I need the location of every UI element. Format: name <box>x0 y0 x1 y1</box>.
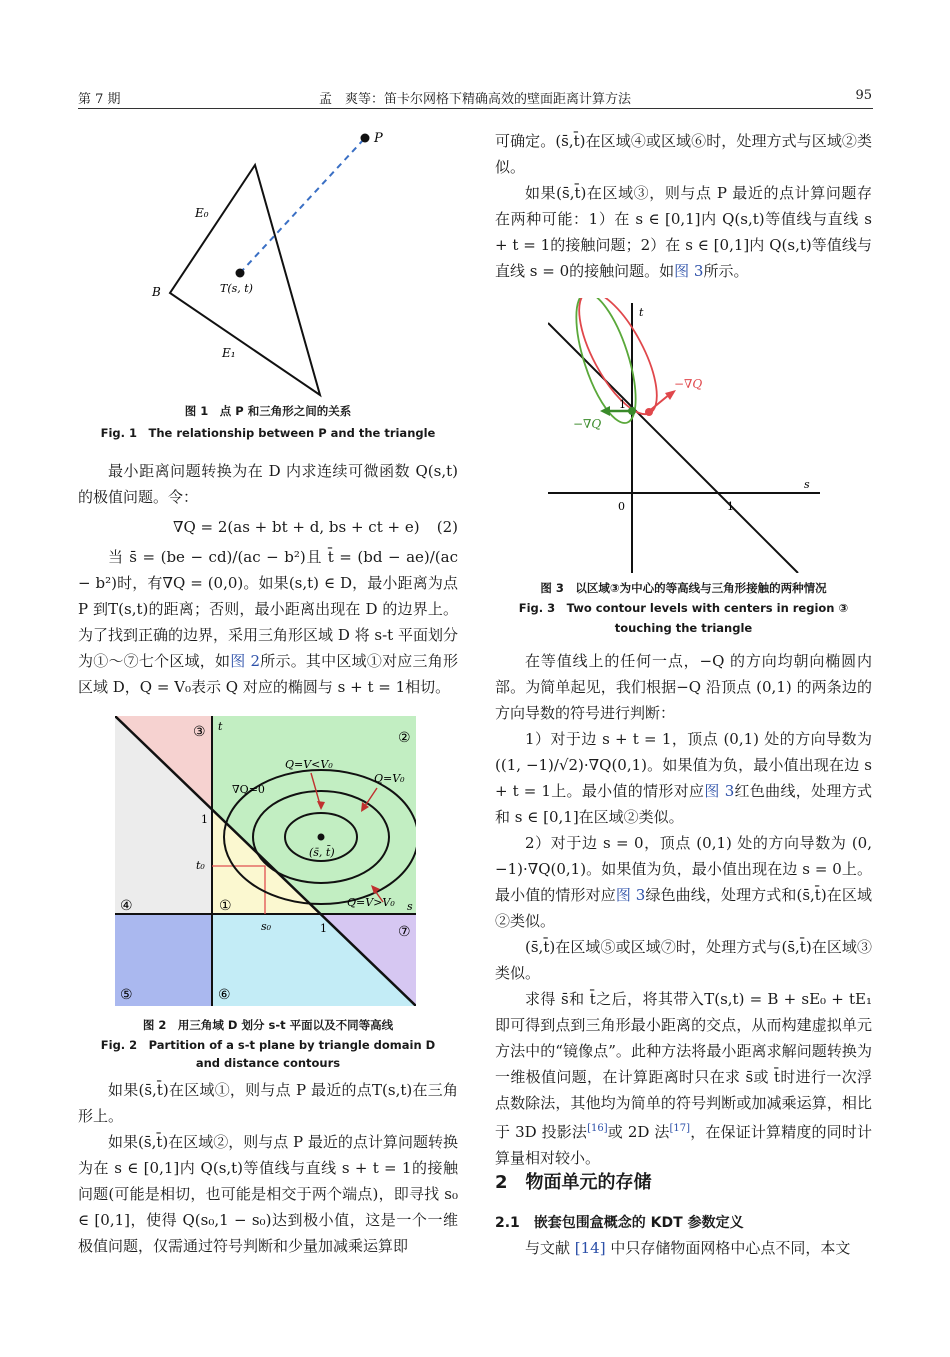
equation-body: ∇Q = 2(as + bt + d, bs + ct + e) <box>173 518 420 536</box>
contour-label-lt: Q=V<V₀ <box>285 758 333 771</box>
tick-t0: t₀ <box>196 859 205 872</box>
fig1-caption-en: Fig. 1 The relationship between P and the triangle <box>100 426 436 440</box>
right-column-top <box>495 128 872 284</box>
fig3-caption-en-2: touching the triangle <box>614 621 753 635</box>
region-1-label: ① <box>219 898 232 914</box>
fig3-caption-en-1: Fig. 3 Two contour levels with centers in region ③ <box>518 601 849 615</box>
center-label: (s̄, t̄) <box>309 846 335 859</box>
fig3-caption-cn: 图 3 以区域③为中心的等高线与三角形接触的两种情况 <box>540 581 827 595</box>
header-rule <box>78 108 873 109</box>
grad-zero-label: ∇Q=0 <box>232 783 265 796</box>
green-touch-point <box>628 407 636 415</box>
section-2-1-heading: 2.1 嵌套包围盒概念的 KDT 参数定义 <box>495 1215 744 1231</box>
red-gradient-arrow-head <box>665 390 676 400</box>
tick-s0: s₀ <box>261 920 272 933</box>
right-column-bottom <box>495 648 872 1171</box>
figure-ref[interactable]: 图 3 <box>615 886 646 904</box>
figure-ref[interactable]: 图 3 <box>674 262 704 280</box>
label-T: T(s, t) <box>220 282 253 295</box>
red-gradient-label: −∇Q <box>674 377 703 391</box>
region-5-label: ⑤ <box>120 987 133 1003</box>
left-column-top <box>78 458 458 700</box>
citation[interactable]: [14] <box>574 1239 606 1257</box>
figure-1 <box>140 125 400 405</box>
figure-2 <box>115 716 416 1006</box>
tick-1-t: 1 <box>201 813 208 826</box>
paragraph: 当 s̄ = (be − cd)/(ac − b²)且 t̄ = (bd − ae)/(ac − b²)时，有∇Q = (0,0)。如果(s,t) ∈ D，最小距离为点 P 到T(s,t)的距离；否则，最小距离出现在 D 的边界上。为了找到正确的边界，采用三角形区域 D 将 s-t 平面划分为①～⑦七个区域，如图 2所示。其中区域①对应三角形区域 D，Q = V₀表示 Q 对应的椭圆与 s + t = 1相切。 <box>78 548 458 696</box>
paragraph: 最小距离问题转换为在 D 内求连续可微函数 Q(s,t)的极值问题。令： <box>78 462 458 506</box>
s-axis-label: s <box>804 478 810 491</box>
paragraph: 2）对于边 s = 0，顶点 (0,1) 处的方向导数为 (0, −1)·∇Q(0,1)。如果值为负，最小值出现在边 s = 0上。最小值的情形对应图 3绿色曲线，处理方式和(s̄,t̄)在区域②类似。 <box>495 834 872 930</box>
tick-1-s: 1 <box>727 500 734 513</box>
point-P <box>361 134 370 143</box>
citation[interactable]: [16] <box>587 1123 608 1134</box>
tick-1-t: 1 <box>619 398 626 411</box>
fig1-caption-cn: 图 1 点 P 和三角形之间的关系 <box>184 404 352 418</box>
triangle <box>170 165 320 395</box>
fig2-caption-en-1: Fig. 2 Partition of a s-t plane by triangle domain D <box>100 1038 436 1052</box>
fig2-caption-cn: 图 2 用三角域 D 划分 s-t 平面以及不同等高线 <box>142 1018 394 1032</box>
figure-3 <box>548 298 820 573</box>
right-column-last <box>495 1235 872 1261</box>
figure-ref[interactable]: 图 2 <box>230 652 261 670</box>
green-gradient-label: −∇Q <box>573 417 602 431</box>
paragraph: 求得 s̄和 t̄之后，将其带入T(s,t) = B + sE₀ + tE₁即可得到点到三角形最小距离的交点，从而构建虚拟单元方法中的“镜像点”。此种方法将最小距离求解问题转换为一维极值问题，在计算距离时只在求 s̄或 t̄时进行一次浮点数除法，其他均为简单的符号判断或加减乘运算，相比于 3D 投影法[16]或 2D 法[17]，在保证计算精度的同时计算量相对较小。 <box>495 990 872 1167</box>
region-6-label: ⑥ <box>218 987 231 1003</box>
label-E0: E₀ <box>195 206 209 220</box>
paragraph: 如果(s̄,t̄)在区域③，则与点 P 最近的点计算问题存在两种可能：1）在 s ∈ [0,1]内 Q(s,t)等值线与直线 s + t = 1的接触问题；2）在 s ∈ [0,1]内 Q(s,t)等值线与直线 s = 0的接触问题。如图 3所示。 <box>495 184 872 280</box>
contour-label-eq: Q=V₀ <box>374 772 405 785</box>
label-B: B <box>152 285 161 299</box>
paragraph: 1）对于边 s + t = 1，顶点 (0,1) 处的方向导数为 ((1, −1)/√2)·∇Q(0,1)。如果值为负，最小值出现在边 s + t = 1上。最小值的情形对应图 3红色曲线，处理方式和 s ∈ [0,1]在区域②类似。 <box>495 730 873 826</box>
region-2-label: ② <box>398 730 411 746</box>
region-7-label: ⑦ <box>398 924 411 940</box>
paragraph: 在等值线上的任何一点，−Q 的方向均朝向椭圆内部。为简单起见，我们根据−Q 沿顶点 (0,1) 的两条边的方向导数的符号进行判断： <box>495 652 872 722</box>
t-axis-label: t <box>218 720 223 733</box>
citation[interactable]: [17] <box>669 1123 691 1134</box>
running-title: 孟 爽等：笛卡尔网格下精确高效的壁面距离计算方法 <box>318 92 631 107</box>
paragraph: 如果(s̄,t̄)在区域①，则与点 P 最近的点T(s,t)在三角形上。 <box>78 1081 458 1125</box>
section-2-heading: 2 物面单元的存储 <box>495 1172 652 1193</box>
point-T <box>236 269 245 278</box>
region-4-label: ④ <box>120 898 133 914</box>
t-axis-label: t <box>639 306 644 319</box>
fig2-caption-en-2: and distance contours <box>195 1056 341 1070</box>
center-point <box>318 834 325 841</box>
distance-line <box>240 138 365 273</box>
origin-label: 0 <box>618 500 625 513</box>
label-P: P <box>374 131 383 146</box>
left-column-bottom <box>78 1077 458 1259</box>
red-touch-point <box>645 408 653 416</box>
page-number: 95 <box>855 88 872 103</box>
contour-label-gt: Q=V>V₀ <box>347 896 395 909</box>
paragraph: 与文献 [14] 中只存储物面网格中心点不同，本文 <box>525 1239 851 1257</box>
s-axis-label: s <box>407 900 413 913</box>
paragraph: (s̄,t̄)在区域⑤或区域⑦时，处理方式与(s̄,t̄)在区域③类似。 <box>495 938 872 982</box>
issue-number: 第 7 期 <box>78 92 121 107</box>
paragraph: 可确定。(s̄,t̄)在区域④或区域⑥时，处理方式与区域②类似。 <box>495 132 872 176</box>
label-E1: E₁ <box>222 346 236 360</box>
boundary-line <box>548 323 798 573</box>
region-3-label: ③ <box>193 724 206 740</box>
paragraph: 如果(s̄,t̄)在区域②，则与点 P 最近的点计算问题转换为在 s ∈ [0,1]内 Q(s,t)等值线与直线 s + t = 1的接触问题(可能是相切，也可能是相交于两个端点)，即寻找 s₀ ∈ [0,1]，使得 Q(s₀,1 − s₀)达到极小值，这是一个一维极值问题，仅需通过符号判断和少量加减乘运算即 <box>78 1133 458 1255</box>
equation-2 <box>78 514 458 540</box>
figure-ref[interactable]: 图 3 <box>704 782 735 800</box>
tick-1-s: 1 <box>320 922 327 935</box>
equation-number: (2) <box>436 518 458 536</box>
